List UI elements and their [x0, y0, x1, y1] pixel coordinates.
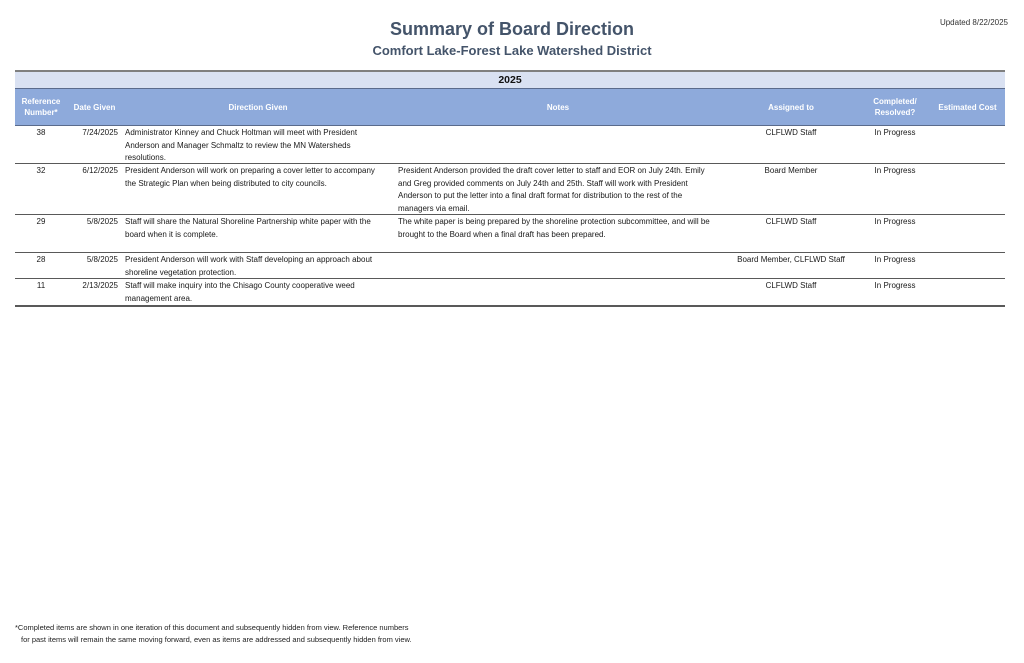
header-status-line2: Resolved? [874, 108, 916, 117]
board-direction-table [15, 70, 1005, 307]
cell-assigned: Board Member, CLFLWD Staff [737, 255, 845, 264]
cell-reference: 32 [36, 166, 46, 175]
table-row [15, 253, 1005, 279]
cell-notes [394, 126, 722, 163]
table-row [15, 215, 1005, 253]
footnote [15, 622, 412, 646]
year-band: 2025 [15, 70, 1005, 88]
cell-status: In Progress [874, 128, 916, 137]
page-title: Summary of Board Direction [389, 19, 635, 39]
cell-date: 5/8/2025 [86, 217, 118, 226]
table-row [15, 126, 1005, 164]
cell-date: 5/8/2025 [86, 255, 118, 264]
cell-notes [394, 279, 722, 305]
cell-cost [930, 126, 1005, 163]
page-subtitle: Comfort Lake-Forest Lake Watershed District [372, 43, 652, 58]
cell-date: 2/13/2025 [82, 281, 118, 290]
table-header [15, 88, 1005, 126]
cell-notes: President Anderson provided the draft cover letter to staff and EOR on July 24th. Emily and Greg provided comments on July 24th and 25th. Staff will work with President Anderson to put the letter into a final draft format for distribution to the rest of the managers via email. [398, 166, 705, 213]
cell-status: In Progress [874, 166, 916, 175]
cell-direction: President Anderson will work on preparing a cover letter to accompany the Strategic Plan when being distributed to city councils. [125, 166, 375, 188]
cell-direction: Staff will make inquiry into the Chisago County cooperative weed management area. [125, 281, 355, 303]
cell-cost [930, 215, 1005, 252]
cell-notes [394, 253, 722, 278]
header-estimated-cost: Estimated Cost [938, 102, 997, 112]
header-reference-number [15, 89, 67, 125]
cell-status: In Progress [874, 281, 916, 290]
table-row [15, 279, 1005, 307]
cell-reference: 29 [36, 217, 46, 226]
cell-direction: Administrator Kinney and Chuck Holtman will meet with President Anderson and Manager Schmaltz to review the MN Watersheds resolutions. [125, 128, 358, 162]
header-status-line1: Completed/ [873, 97, 917, 106]
footnote-line-1: *Completed items are shown in one iteration of this document and subsequently hidden from view. Reference numbers [15, 623, 409, 632]
cell-notes: The white paper is being prepared by the shoreline protection subcommittee, and will be brought to the Board when a final draft has been prepared. [398, 217, 710, 239]
header-date-given: Date Given [73, 102, 116, 112]
cell-cost [930, 279, 1005, 305]
cell-reference: 11 [36, 281, 46, 290]
header-ref-line1: Reference [21, 97, 61, 106]
cell-status: In Progress [874, 255, 916, 264]
cell-reference: 38 [36, 128, 46, 137]
cell-direction: President Anderson will work with Staff developing an approach about shoreline vegetation protection. [125, 255, 373, 277]
table-row [15, 164, 1005, 215]
cell-status: In Progress [874, 217, 916, 226]
cell-cost [930, 164, 1005, 214]
cell-date: 7/24/2025 [82, 128, 118, 137]
header-direction-given: Direction Given [228, 102, 288, 112]
header-assigned-to: Assigned to [768, 102, 814, 112]
updated-date: Updated 8/22/2025 [939, 18, 1008, 27]
cell-cost [930, 253, 1005, 278]
cell-reference: 28 [36, 255, 46, 264]
header-completed-resolved [860, 89, 930, 125]
cell-direction: Staff will share the Natural Shoreline Partnership white paper with the board when it is complete. [125, 217, 371, 239]
header-ref-line2: Number* [24, 108, 58, 117]
footnote-line-2: for past items will remain the same moving forward, even as items are addressed and subsequently hidden from view. [21, 635, 412, 644]
cell-assigned: CLFLWD Staff [765, 281, 817, 290]
cell-date: 6/12/2025 [82, 166, 118, 175]
cell-assigned: CLFLWD Staff [765, 217, 817, 226]
cell-assigned: CLFLWD Staff [765, 128, 817, 137]
header-notes: Notes [546, 102, 570, 112]
cell-assigned: Board Member [764, 166, 818, 175]
